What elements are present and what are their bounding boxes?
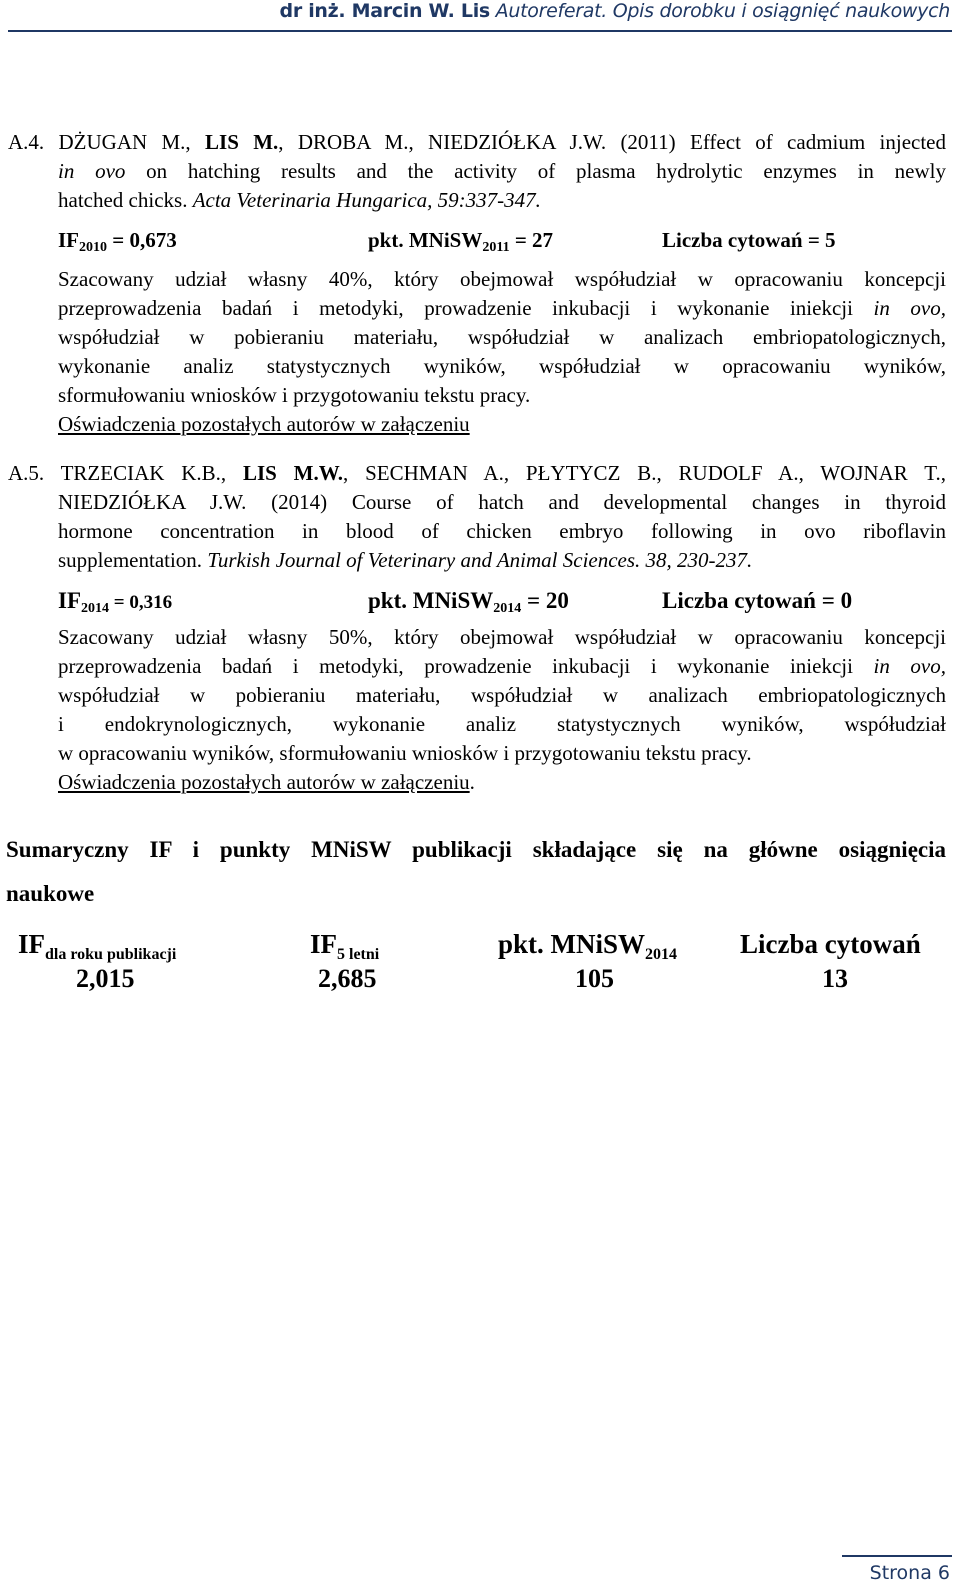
pkt-year: 2014: [493, 601, 522, 616]
pub-a5-authors-last: NIEDZIÓŁKA J.W.: [58, 490, 247, 514]
if-year: 2014: [81, 601, 109, 616]
desc-text: przeprowadzenia badań i metodyki, prowadzenie inkubacji i wykonanie iniekcji: [58, 296, 874, 320]
pub-a4-in-ovo: in ovo: [58, 159, 126, 183]
pub-a4-desc-3: współudział w pobieraniu materiału, współudział w analizach embriopatologicznych,: [58, 325, 946, 349]
pub-a5-year: (2014): [246, 490, 328, 514]
pkt-value: = 27: [509, 228, 554, 252]
summary-col-if5-label: [310, 929, 380, 963]
pub-a5-statement-link[interactable]: Oświadczenia pozostałych autorów w załączeniu: [58, 770, 470, 794]
summary-col-cit-label: Liczba cytowań: [740, 929, 921, 959]
summary-col-pkt-label: [498, 929, 678, 963]
col-label: IF: [310, 929, 337, 959]
pub-a4-title-start: Effect of cadmium injected: [675, 130, 947, 154]
pub-a4-year: (2011): [606, 130, 676, 154]
pkt-year: 2011: [482, 240, 510, 255]
pub-a5-author-lis: LIS M.W.: [242, 461, 344, 485]
col-label: IF: [18, 929, 45, 959]
pub-a5-authors-rest: , SECHMAN A., PŁYTYCZ B., RUDOLF A., WOJNAR T.,: [343, 461, 946, 485]
summary-heading-2: naukowe: [6, 881, 95, 906]
if-value: = 0,673: [107, 228, 177, 252]
pub-a5-if: [58, 588, 172, 614]
pub-a5-desc-3: współudział w pobieraniu materiału, współudział w analizach embriopatologicznych: [58, 683, 946, 707]
pub-a4-desc-2: [58, 294, 946, 323]
pub-a4-citations: Liczba cytowań = 5: [662, 228, 836, 252]
desc-in-ovo: in ovo,: [873, 296, 946, 320]
pub-a5-line-4: [58, 546, 946, 575]
pub-a5-citations: Liczba cytowań = 0: [662, 588, 853, 613]
pub-a4-authors: DŻUGAN M.,: [44, 130, 206, 154]
pkt-label: pkt. MNiSW: [368, 588, 494, 613]
pub-a5-desc-4: i endokrynologicznych, wykonanie analiz statystycznych wyników, współudział: [58, 712, 946, 736]
summary-col-pkt-value: 105: [575, 964, 614, 993]
pkt-label: pkt. MNiSW: [368, 228, 483, 252]
pub-a4-statement-link[interactable]: Oświadczenia pozostałych autorów w załączeniu: [58, 412, 470, 436]
pub-a4-authors-rest: , DROBA M., NIEDZIÓŁKA J.W.: [278, 130, 607, 154]
col-sub: 2014: [645, 946, 678, 963]
desc-in-ovo: in ovo,: [873, 654, 946, 678]
footer-divider: [842, 1555, 952, 1557]
pub-a5-line-3: hormone concentration in blood of chicken embryo following in ovo riboflavin: [58, 519, 946, 543]
pub-a4-if: [58, 228, 177, 253]
pkt-value: = 20: [521, 588, 569, 613]
pub-a5-desc-1: Szacowany udział własny 50%, który obejmował współudział w opracowaniu koncepcji: [58, 625, 946, 649]
summary-col-cit-value: 13: [822, 964, 848, 993]
pub-a4-desc-1: Szacowany udział własny 40%, który obejmował współudział w opracowaniu koncepcji: [58, 267, 946, 291]
header-divider: [8, 30, 952, 32]
pub-a5-line-2: [58, 488, 946, 517]
col-label: pkt. MNiSW: [498, 929, 646, 959]
pub-a5-journal: Turkish Journal of Veterinary and Animal Sciences. 38, 230-237.: [207, 548, 753, 572]
if-year: 2010: [79, 240, 107, 255]
col-sub: dla roku publikacji: [45, 946, 177, 963]
summary-col-if-value: 2,015: [76, 964, 135, 993]
summary-heading-1: Sumaryczny IF i punkty MNiSW publikacji składające się na główne osiągnięcia: [6, 837, 946, 862]
pub-a4-title-mid: on hatching results and the activity of plasma hydrolytic enzymes in newly: [125, 159, 947, 183]
pub-a4-author-lis: LIS M.: [205, 130, 279, 154]
pub-a4-desc-4: wykonanie analiz statystycznych wyników, współudział w opracowaniu wyników,: [58, 354, 946, 378]
page-header: [280, 0, 950, 22]
pub-a5-line-1: [8, 459, 946, 488]
if-label: IF: [58, 588, 81, 613]
pub-a4-line-1: [8, 128, 946, 157]
if-value: = 0,316: [109, 592, 173, 613]
pub-a4-number: A.4.: [8, 130, 45, 154]
pub-a5-desc-2: [58, 652, 946, 681]
pub-a5-statement: [58, 768, 475, 797]
pub-a4-journal: Acta Veterinaria Hungarica, 59:337-347.: [192, 188, 541, 212]
if-label: IF: [58, 228, 79, 252]
summary-col-if-label: [18, 929, 177, 963]
pub-a5-pkt: [368, 588, 569, 614]
pub-a5-desc-5: w opracowaniu wyników, sformułowaniu wniosków i przygotowaniu tekstu pracy.: [58, 741, 752, 765]
page-number: Strona 6: [869, 1562, 950, 1584]
pub-a5-title-start: Course of hatch and developmental changes in thyroid: [327, 490, 946, 514]
desc-text: przeprowadzenia badań i metodyki, prowadzenie inkubacji i wykonanie iniekcji: [58, 654, 874, 678]
col-sub: 5 letni: [337, 946, 380, 963]
summary-col-if5-value: 2,685: [318, 964, 377, 993]
header-author: dr inż. Marcin W. Lis: [279, 0, 490, 22]
header-title: Autoreferat. Opis dorobku i osiągnięć naukowych: [489, 0, 950, 22]
pub-a5-number: A.5.: [8, 461, 45, 485]
statement-period: .: [469, 770, 475, 794]
pub-a4-line-3: [58, 186, 946, 215]
pub-a4-title-end: hatched chicks.: [58, 188, 193, 212]
pub-a4-line-2: [58, 157, 946, 186]
pub-a5-title-end: supplementation.: [58, 548, 208, 572]
pub-a4-desc-5: sformułowaniu wniosków i przygotowaniu tekstu pracy.: [58, 383, 531, 407]
pub-a4-pkt: [368, 228, 553, 253]
pub-a5-authors: TRZECIAK K.B.,: [44, 461, 243, 485]
